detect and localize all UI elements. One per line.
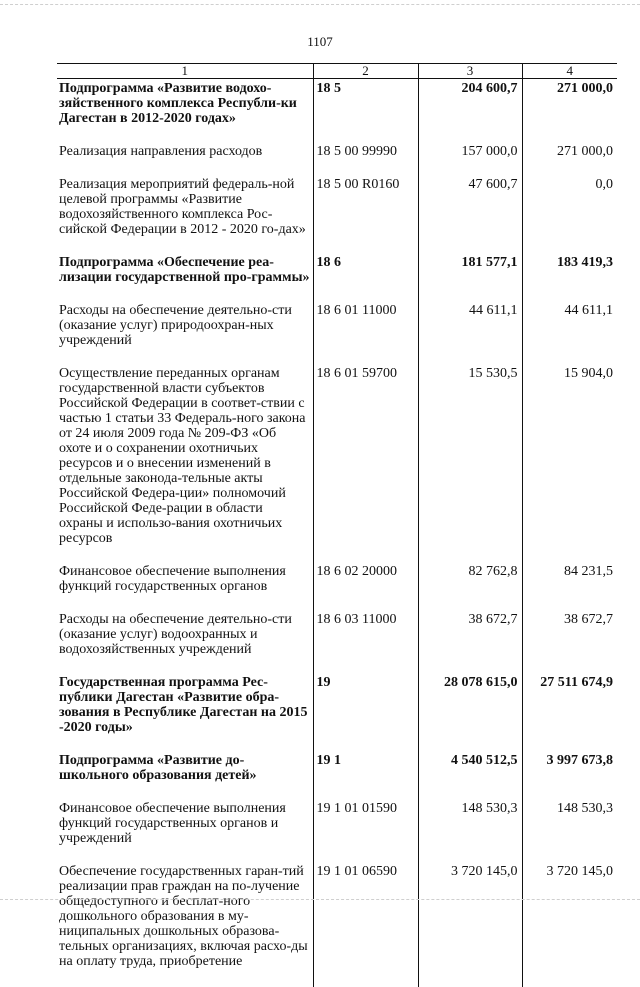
row-code-cell: 18 5 00 R0160 xyxy=(313,177,418,255)
row-code-cell: 18 6 02 20000 xyxy=(313,564,418,612)
row-amount-col4-cell: 148 530,3 xyxy=(522,801,617,864)
row-code-cell: 19 xyxy=(313,675,418,753)
row-code-cell: 19 1 xyxy=(313,753,418,801)
table-row xyxy=(57,79,617,145)
row-amount-col3-cell: 157 000,0 xyxy=(418,144,522,177)
table-row xyxy=(57,303,617,366)
row-amount-col3-cell: 204 600,7 xyxy=(418,79,522,145)
row-name-cell: Осуществление переданных органам государственной власти субъектов Российской Федерации в соответ-ствии с частью 1 статьи 33 Федераль-ного закона от 24 июля 2009 года № 209-ФЗ «Об охоте и о сохранении охотничьих ресурсов и о внесении изменений в отдельные законода-тельные акты Российской Федера-ции» полномочий Российской Феде-рации в области охраны и использо-вания охотничьих ресурсов xyxy=(57,366,313,564)
budget-table-container xyxy=(57,63,617,987)
row-code-cell: 18 5 00 99990 xyxy=(313,144,418,177)
row-amount-col4-cell: 271 000,0 xyxy=(522,144,617,177)
row-code-cell: 19 1 01 06590 xyxy=(313,864,418,987)
row-code-cell: 19 1 01 01590 xyxy=(313,801,418,864)
row-amount-col4-cell: 15 904,0 xyxy=(522,366,617,564)
table-row xyxy=(57,366,617,564)
column-header-3: 3 xyxy=(418,64,522,79)
row-amount-col4-cell: 38 672,7 xyxy=(522,612,617,675)
row-amount-col3-cell: 4 540 512,5 xyxy=(418,753,522,801)
row-amount-col3-cell: 82 762,8 xyxy=(418,564,522,612)
table-row xyxy=(57,144,617,177)
top-scan-edge xyxy=(0,4,640,5)
row-name-cell: Государственная программа Рес-публики Дагестан «Развитие обра-зования в Республике Дагестан на 2015 -2020 годы» xyxy=(57,675,313,753)
row-amount-col4-cell: 183 419,3 xyxy=(522,255,617,303)
budget-table xyxy=(57,63,617,987)
row-name-cell: Финансовое обеспечение выполнения функций государственных органов и учреждений xyxy=(57,801,313,864)
table-row xyxy=(57,753,617,801)
table-row xyxy=(57,801,617,864)
row-amount-col3-cell: 148 530,3 xyxy=(418,801,522,864)
row-amount-col4-cell: 0,0 xyxy=(522,177,617,255)
row-amount-col3-cell: 38 672,7 xyxy=(418,612,522,675)
row-code-cell: 18 6 01 11000 xyxy=(313,303,418,366)
row-code-cell: 18 6 xyxy=(313,255,418,303)
table-row xyxy=(57,255,617,303)
row-amount-col3-cell: 181 577,1 xyxy=(418,255,522,303)
row-amount-col4-cell: 44 611,1 xyxy=(522,303,617,366)
row-amount-col4-cell: 3 720 145,0 xyxy=(522,864,617,987)
row-name-cell: Подпрограмма «Развитие водохо-зяйственного комплекса Республи-ки Дагестан в 2012-2020 годах» xyxy=(57,79,313,145)
row-amount-col4-cell: 271 000,0 xyxy=(522,79,617,145)
row-amount-col3-cell: 3 720 145,0 xyxy=(418,864,522,987)
row-name-cell: Расходы на обеспечение деятельно-сти (оказание услуг) водоохранных и водохозяйственных учреждений xyxy=(57,612,313,675)
row-amount-col3-cell: 28 078 615,0 xyxy=(418,675,522,753)
table-row xyxy=(57,675,617,753)
page-number: 1107 xyxy=(0,34,640,50)
column-header-1: 1 xyxy=(57,64,313,79)
row-amount-col4-cell: 3 997 673,8 xyxy=(522,753,617,801)
row-name-cell: Подпрограмма «Развитие до-школьного образования детей» xyxy=(57,753,313,801)
table-row xyxy=(57,177,617,255)
row-name-cell: Обеспечение государственных гаран-тий реализации прав граждан на по-лучение общедоступного и бесплат-ного дошкольного образования в му-ниципальных дошкольных образова-тельных организациях, включая расхо-ды на оплату труда, приобретение xyxy=(57,864,313,987)
bottom-scan-edge xyxy=(0,899,640,900)
row-name-cell: Реализация мероприятий федераль-ной целевой программы «Развитие водохозяйственного комплекса Рос-сийской Федерации в 2012 - 2020 го-дах» xyxy=(57,177,313,255)
table-row xyxy=(57,564,617,612)
table-body xyxy=(57,79,617,987)
column-header-2: 2 xyxy=(313,64,418,79)
row-name-cell: Финансовое обеспечение выполнения функций государственных органов xyxy=(57,564,313,612)
row-amount-col3-cell: 47 600,7 xyxy=(418,177,522,255)
row-name-cell: Расходы на обеспечение деятельно-сти (оказание услуг) природоохран-ных учреждений xyxy=(57,303,313,366)
row-amount-col4-cell: 84 231,5 xyxy=(522,564,617,612)
row-code-cell: 18 6 01 59700 xyxy=(313,366,418,564)
table-row xyxy=(57,864,617,987)
row-amount-col3-cell: 15 530,5 xyxy=(418,366,522,564)
row-amount-col3-cell: 44 611,1 xyxy=(418,303,522,366)
row-name-cell: Реализация направления расходов xyxy=(57,144,313,177)
column-header-4: 4 xyxy=(522,64,617,79)
row-name-cell: Подпрограмма «Обеспечение реа-лизации государственной про-граммы» xyxy=(57,255,313,303)
row-code-cell: 18 5 xyxy=(313,79,418,145)
row-amount-col4-cell: 27 511 674,9 xyxy=(522,675,617,753)
table-row xyxy=(57,612,617,675)
table-header-row xyxy=(57,64,617,79)
row-code-cell: 18 6 03 11000 xyxy=(313,612,418,675)
